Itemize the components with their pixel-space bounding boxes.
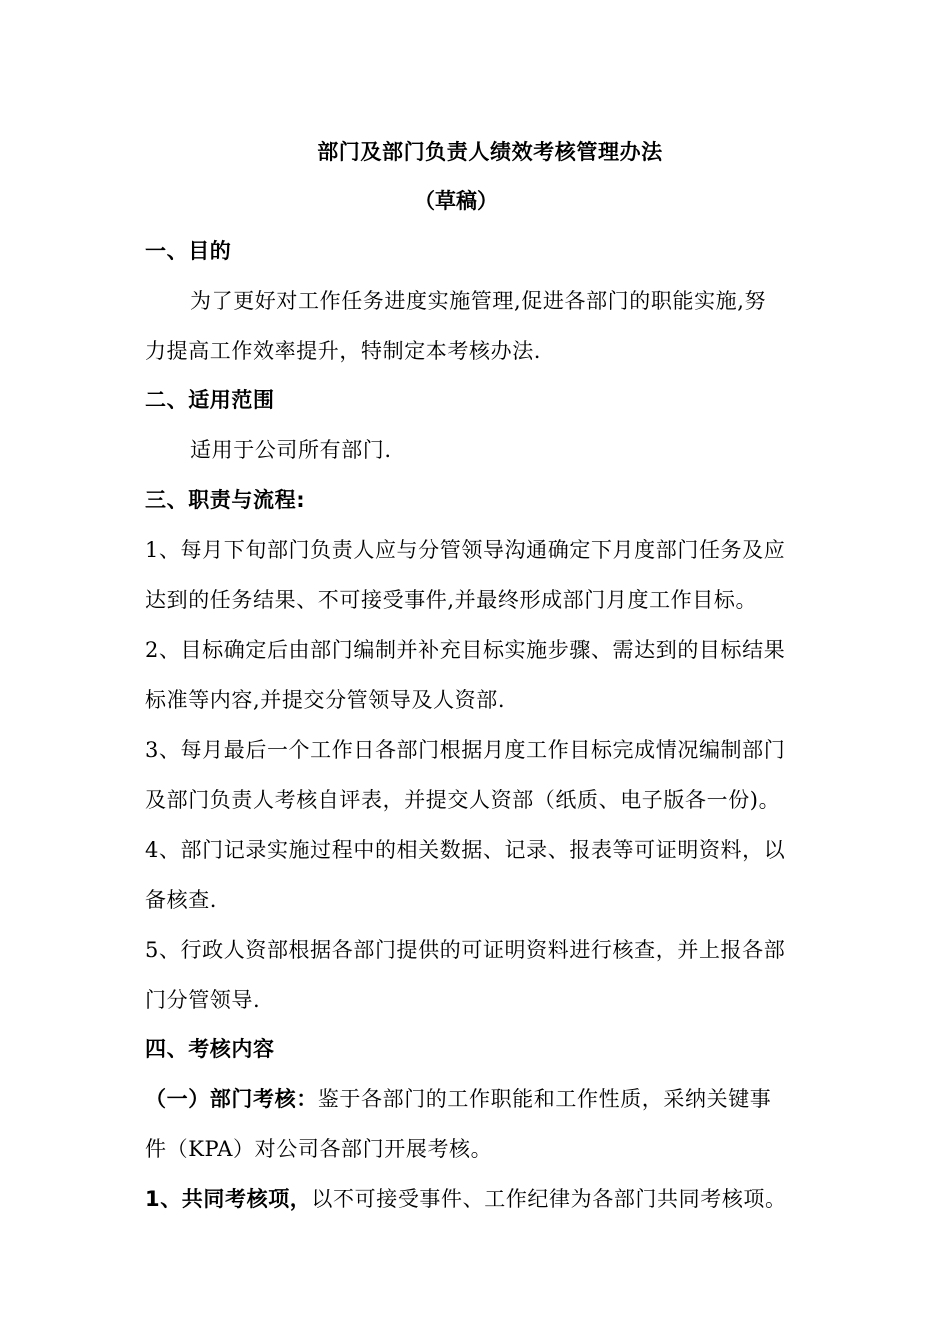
paragraph-line (145, 1185, 815, 1213)
paragraph-line: 为了更好对工作任务进度实施管理,促进各部门的职能实施,努 (190, 289, 767, 313)
paragraph-line (145, 1085, 815, 1113)
list-item-line: 3、每月最后一个工作日各部门根据月度工作目标完成情况编制部门 (145, 738, 786, 762)
subsection-label: （一）部门考核： (145, 1087, 318, 1111)
paragraph-line: 件（KPA）对公司各部门开展考核。 (145, 1137, 493, 1161)
list-item-line: 及部门负责人考核自评表，并提交人资部（纸质、电子版各一份)。 (145, 788, 781, 812)
paragraph-line: 力提高工作效率提升，特制定本考核办法. (145, 339, 542, 363)
section-heading-content: 四、考核内容 (145, 1037, 275, 1061)
document-subtitle: （草稿） (414, 189, 498, 213)
list-item-line: 1、每月下旬部门负责人应与分管领导沟通确定下月度部门任务及应 (145, 538, 786, 562)
section-heading-purpose: 一、目的 (145, 239, 232, 263)
list-item-line: 2、目标确定后由部门编制并补充目标实施步骤、需达到的目标结果 (145, 638, 786, 662)
document-title: 部门及部门负责人绩效考核管理办法 (317, 140, 663, 164)
list-item-line: 达到的任务结果、不可接受事件,并最终形成部门月度工作目标。 (145, 588, 758, 612)
list-item-line: 5、行政人资部根据各部门提供的可证明资料进行核查，并上报各部 (145, 938, 786, 962)
list-item-line: 4、部门记录实施过程中的相关数据、记录、报表等可证明资料，以 (145, 838, 786, 862)
list-item-line: 门分管领导. (145, 988, 261, 1012)
list-item-line: 标准等内容,并提交分管领导及人资部. (145, 688, 506, 712)
paragraph-text: 以不可接受事件、工作纪律为各部门共同考核项。 (311, 1187, 787, 1211)
section-heading-duties: 三、职责与流程: (145, 488, 306, 512)
section-heading-scope: 二、适用范围 (145, 388, 275, 412)
paragraph-text: 鉴于各部门的工作职能和工作性质，采纳关键事 (317, 1087, 772, 1111)
paragraph-line: 适用于公司所有部门. (190, 438, 392, 462)
list-item-line: 备核查. (145, 888, 218, 912)
item-label: 1、共同考核项， (145, 1187, 312, 1211)
